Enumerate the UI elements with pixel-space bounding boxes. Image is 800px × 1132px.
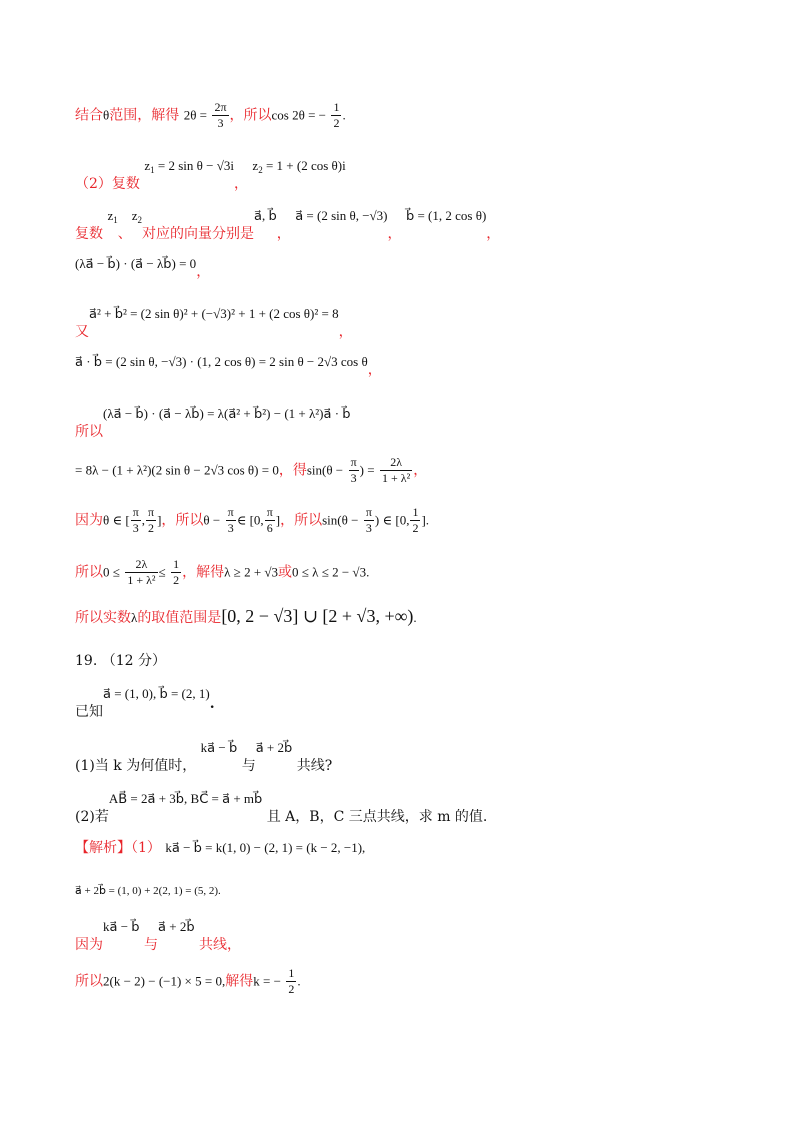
- line-lambda-solve: 所以0 ≤ $\frac{2\lambda}{\text{1 + λ²}}$ ≤ $\frac{1}{2}$ ，解得λ ≥ 2 + √3或0 ≤ λ ≤ 2 − √3.: [75, 557, 370, 587]
- line-dot-product-zero: (λa⃗ − b⃗) · (a⃗ − λb⃗) = 0，: [75, 256, 211, 280]
- fraction: $\frac{1}{2}$: [333, 100, 340, 130]
- fraction: $\frac{\pi}{3}$: [132, 505, 139, 535]
- fraction: $\frac{\pi}{3}$: [365, 505, 372, 535]
- line-solve-k: 所以2(k − 2) − (−1) × 5 = 0,解得k = − $\frac{1}{2}$ .: [75, 966, 301, 996]
- fraction: $\frac{1}{2}$: [288, 966, 295, 996]
- fraction: $\frac{2\lambda}{\text{1 + λ²}}$: [382, 455, 411, 485]
- line-theta-range: 结合θ范围，解得 2θ = $\frac{2\pi}{3}$ ，所以cos 2θ = − $\frac{1}{2}$ .: [75, 100, 346, 130]
- line-complex-numbers: （2）复数 $z_1 = 2$ sin θ − √3i， $z_2 = 1 + (2$ cos θ)i: [75, 158, 346, 192]
- fraction: $\frac{\pi}{2}$: [148, 505, 155, 535]
- line-collinear: 因为ka⃗ − b⃗ 与a⃗ + 2b⃗ 共线，: [75, 919, 242, 953]
- line-theta-interval: 因为θ ∈ [ $\frac{\pi}{3}$ , $\frac{\pi}{2}$ ]，所以θ − $\frac{\pi}{3}$ ∈ [0, $\frac{\pi}{6}$ ]，所以sin(θ − $\frac{\pi}{3}$ ) ∈ [0, $\frac{1}{2}$ ].: [75, 505, 430, 535]
- question-number: 19. （12 分）: [75, 653, 166, 669]
- fraction: $\frac{2\pi}{3}$: [214, 100, 227, 130]
- fraction: $\frac{1}{2}$: [412, 505, 419, 535]
- solution-part-1: 【解析】（1） ka⃗ − b⃗ = k(1, 0) − (2, 1) = (k − 2, −1),: [75, 840, 366, 856]
- question-part-1: (1)当 k 为何值时， ka⃗ − b⃗ 与a⃗ + 2b⃗ 共线?: [75, 740, 333, 774]
- line-sum-vector: a⃗ + 2b⃗ = (1, 0) + 2(2, 1) = (5, 2).: [75, 885, 221, 897]
- line-expand: 所以(λa⃗ − b⃗) · (a⃗ − λb⃗) = λ(a⃗² + b⃗²) − (1 + λ²)a⃗ · b⃗: [75, 406, 351, 440]
- fraction: $\frac{2\lambda}{\text{1 + λ²}}$: [127, 557, 156, 587]
- fraction: $\frac{\pi}{3}$: [227, 505, 234, 535]
- line-lambda-range: 所以实数λ的取值范围是[0, 2 − √3] ∪ [2 + √3, +∞).: [75, 606, 417, 626]
- line-given: 已知a⃗ = (1, 0), b⃗ = (2, 1).: [75, 686, 215, 720]
- line-vectors: 复数 $z_1$、$z_2$对应的向量分别是a⃗, b⃗， a⃗ = (2 sin θ, −√3)， b⃗ = (1, 2 cos θ)，: [75, 208, 501, 242]
- fraction: $\frac{\pi}{6}$: [266, 505, 273, 535]
- line-squares-sum: 又a⃗² + b⃗² = (2 sin θ)² + (−√3)² + 1 + (2 cos θ)² = 8，: [75, 306, 353, 340]
- fraction: $\frac{\pi}{3}$: [350, 455, 357, 485]
- fraction: $\frac{1}{2}$: [173, 557, 180, 587]
- question-part-2: (2)若AB⃗ = 2a⃗ + 3b⃗, BC⃗ = a⃗ + mb⃗ 且 A，B，C 三点共线，求 m 的值.: [75, 791, 488, 825]
- line-dot-product: a⃗ · b⃗ = (2 sin θ, −√3) · (1, 2 cos θ) = 2 sin θ − 2√3 cos θ，: [75, 354, 382, 378]
- line-sin-equation: = 8λ − (1 + λ²)(2 sin θ − 2√3 cos θ) = 0，得sin(θ − $\frac{\pi}{3}$ ) = $\frac{2\lambda}{\text{1 + λ²}}$ ，: [75, 455, 428, 485]
